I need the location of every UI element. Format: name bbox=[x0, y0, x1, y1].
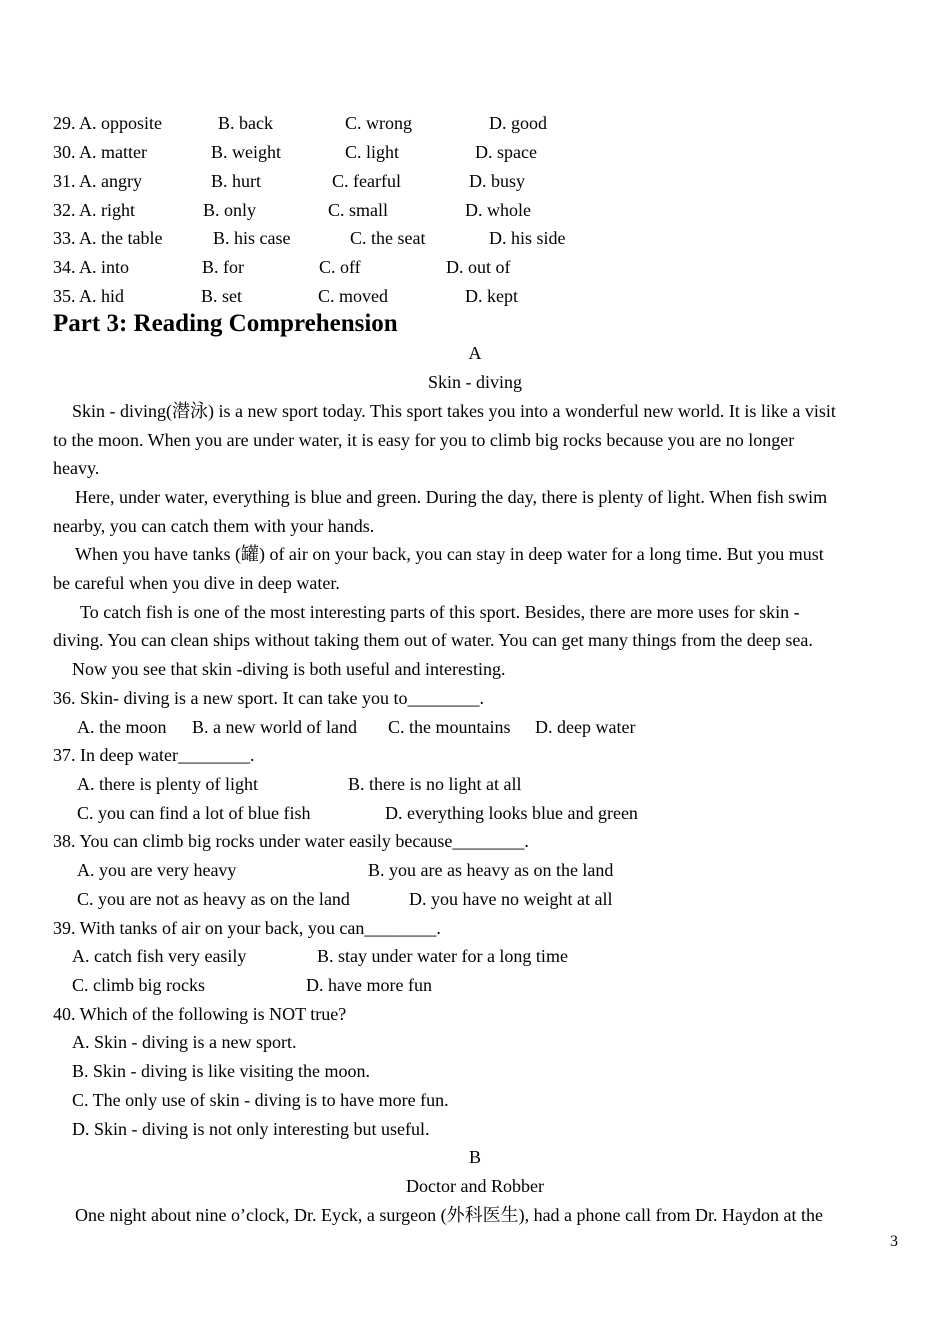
option-a: 30. A. matter bbox=[53, 142, 147, 162]
passage-b-label: B bbox=[468, 1147, 481, 1167]
option-a: 32. A. right bbox=[53, 200, 136, 220]
option-d: D. out of bbox=[446, 257, 511, 277]
option-b: B. you are as heavy as on the land bbox=[368, 860, 614, 880]
passage-line: Here, under water, everything is blue and green. During the day, there is plenty of light. When fish swim bbox=[75, 487, 828, 507]
option-c: C. the seat bbox=[350, 228, 426, 248]
option-d: D. space bbox=[475, 142, 537, 162]
option-b: B. stay under water for a long time bbox=[317, 946, 568, 966]
option-b: B. back bbox=[218, 113, 273, 133]
passage-line: be careful when you dive in deep water. bbox=[53, 573, 340, 593]
passage-line: heavy. bbox=[53, 458, 100, 478]
option-c: C. small bbox=[328, 200, 389, 220]
option-c: C. you are not as heavy as on the land bbox=[77, 889, 350, 909]
option-c: C. off bbox=[319, 257, 361, 277]
passage-line: To catch fish is one of the most interesting parts of this sport. Besides, there are more uses for skin - bbox=[80, 602, 800, 622]
option-a: A. there is plenty of light bbox=[77, 774, 258, 794]
option-d: D. kept bbox=[465, 286, 518, 306]
option-a: A. Skin - diving is a new sport. bbox=[72, 1032, 297, 1052]
option-d: D. Skin - diving is not only interesting but useful. bbox=[72, 1119, 430, 1139]
option-d: D. everything looks blue and green bbox=[385, 803, 638, 823]
option-c: C. The only use of skin - diving is to have more fun. bbox=[72, 1090, 449, 1110]
option-d: D. good bbox=[489, 113, 547, 133]
page-number: 3 bbox=[890, 1233, 898, 1250]
option-a: 33. A. the table bbox=[53, 228, 163, 248]
passage-line: Now you see that skin -diving is both useful and interesting. bbox=[72, 659, 506, 679]
option-c: C. climb big rocks bbox=[72, 975, 205, 995]
option-d: D. you have no weight at all bbox=[409, 889, 613, 909]
passage-line: When you have tanks (罐) of air on your back, you can stay in deep water for a long time. But you must bbox=[75, 544, 824, 564]
option-b: B. for bbox=[202, 257, 244, 277]
option-b: B. his case bbox=[213, 228, 291, 248]
option-b: B. hurt bbox=[211, 171, 262, 191]
option-c: C. the mountains bbox=[388, 717, 511, 737]
passage-line: Skin - diving(潜泳) is a new sport today. This sport takes you into a wonderful new world. It is like a visit bbox=[72, 401, 836, 421]
option-b: B. there is no light at all bbox=[348, 774, 522, 794]
option-b: B. Skin - diving is like visiting the moon. bbox=[72, 1061, 371, 1081]
passage-line: to the moon. When you are under water, it is easy for you to climb big rocks because you are no longer bbox=[53, 430, 795, 450]
option-b: B. set bbox=[201, 286, 243, 306]
option-b: B. a new world of land bbox=[192, 717, 357, 737]
option-a: 31. A. angry bbox=[53, 171, 142, 191]
passage-line: diving. You can clean ships without taking them out of water. You can get many things from the deep sea. bbox=[53, 630, 813, 650]
option-a: 29. A. opposite bbox=[53, 113, 163, 133]
passage-a-title: Skin - diving bbox=[427, 372, 522, 392]
question-stem: 38. You can climb big rocks under water easily because________. bbox=[53, 831, 529, 851]
passage-b-title: Doctor and Robber bbox=[406, 1176, 544, 1196]
option-c: C. light bbox=[345, 142, 400, 162]
option-c: C. fearful bbox=[332, 171, 401, 191]
option-a: A. you are very heavy bbox=[77, 860, 237, 880]
passage-line: nearby, you can catch them with your hands. bbox=[53, 516, 375, 536]
option-b: B. only bbox=[203, 200, 257, 220]
option-b: B. weight bbox=[211, 142, 281, 162]
question-stem: 39. With tanks of air on your back, you can________. bbox=[53, 918, 441, 938]
question-stem: 36. Skin- diving is a new sport. It can take you to________. bbox=[53, 688, 484, 708]
option-a: A. the moon bbox=[77, 717, 167, 737]
option-a: 35. A. hid bbox=[53, 286, 125, 306]
option-d: D. deep water bbox=[535, 717, 636, 737]
option-d: D. whole bbox=[465, 200, 531, 220]
question-stem: 40. Which of the following is NOT true? bbox=[53, 1004, 347, 1024]
passage-line: One night about nine o’clock, Dr. Eyck, a surgeon (外科医生), had a phone call from Dr. Haydon at the bbox=[75, 1205, 823, 1225]
option-c: C. moved bbox=[318, 286, 388, 306]
option-a: A. catch fish very easily bbox=[72, 946, 247, 966]
option-d: D. his side bbox=[489, 228, 566, 248]
option-c: C. wrong bbox=[345, 113, 412, 133]
passage-a-label: A bbox=[468, 343, 482, 363]
question-stem: 37. In deep water________. bbox=[53, 745, 255, 765]
option-a: 34. A. into bbox=[53, 257, 130, 277]
section-title: Part 3: Reading Comprehension bbox=[53, 310, 398, 337]
option-d: D. busy bbox=[469, 171, 526, 191]
option-d: D. have more fun bbox=[306, 975, 432, 995]
option-c: C. you can find a lot of blue fish bbox=[77, 803, 311, 823]
